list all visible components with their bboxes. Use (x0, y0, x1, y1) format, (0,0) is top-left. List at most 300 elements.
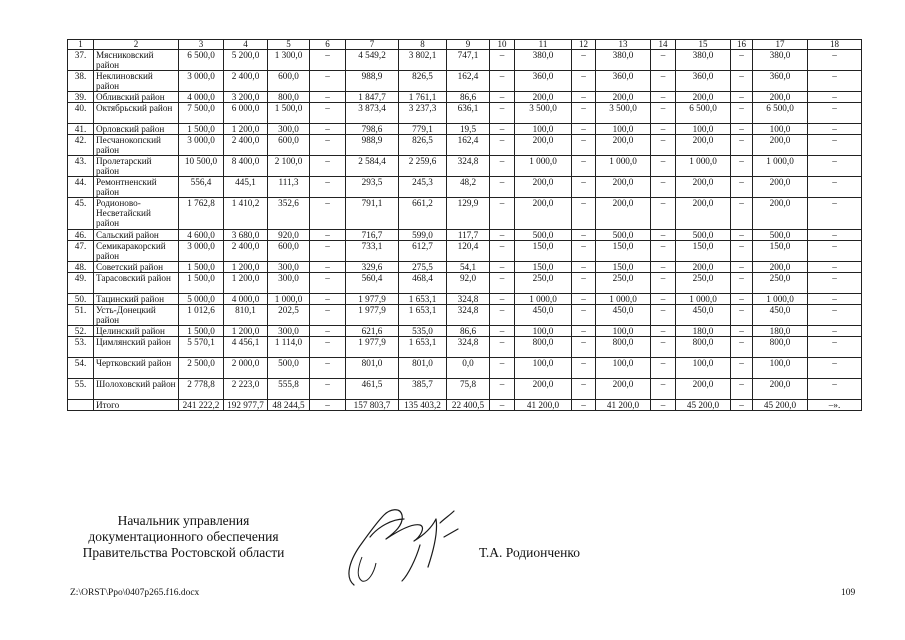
signature-title-line-1: Начальник управления (117, 513, 250, 528)
value-cell: 19,5 (447, 124, 490, 135)
value-cell: – (731, 124, 753, 135)
table-row (68, 135, 862, 156)
column-number-cell: 17 (753, 40, 808, 50)
value-cell: 200,0 (596, 198, 651, 230)
value-cell: – (651, 262, 676, 273)
value-cell: 1 761,1 (399, 92, 447, 103)
value-cell: 100,0 (515, 326, 572, 337)
value-cell: 6 500,0 (676, 103, 731, 124)
value-cell: 500,0 (268, 358, 310, 379)
value-cell: – (808, 71, 862, 92)
value-cell: 636,1 (447, 103, 490, 124)
value-cell: 200,0 (676, 379, 731, 400)
value-cell: 500,0 (676, 230, 731, 241)
value-cell: 2 400,0 (224, 135, 268, 156)
column-number-cell: 3 (179, 40, 224, 50)
value-cell: 180,0 (753, 326, 808, 337)
row-number-cell: 54. (68, 358, 94, 379)
signature-title-line-3: Правительства Ростовской области (82, 545, 285, 560)
value-cell: – (572, 294, 596, 305)
value-cell: 380,0 (515, 50, 572, 71)
value-cell: 150,0 (753, 241, 808, 262)
value-cell: 48,2 (447, 177, 490, 198)
value-cell: 1 000,0 (676, 156, 731, 177)
value-cell: 111,3 (268, 177, 310, 198)
table-row (68, 230, 862, 241)
value-cell: 1 200,0 (224, 124, 268, 135)
value-cell: 621,6 (346, 326, 399, 337)
value-cell: 1 653,1 (399, 337, 447, 358)
value-cell: 22 400,5 (447, 400, 490, 411)
value-cell: 200,0 (596, 379, 651, 400)
value-cell: 300,0 (268, 273, 310, 294)
value-cell: – (572, 305, 596, 326)
value-cell: 468,4 (399, 273, 447, 294)
district-name-cell: Чертковский район (94, 358, 179, 379)
value-cell: 1 410,2 (224, 198, 268, 230)
value-cell: 200,0 (515, 379, 572, 400)
value-cell: 1 977,9 (346, 305, 399, 326)
value-cell: – (572, 50, 596, 71)
value-cell: 3 000,0 (179, 71, 224, 92)
district-name-cell: Родионово-Несветайский район (94, 198, 179, 230)
district-name-cell: Орловский район (94, 124, 179, 135)
value-cell: – (310, 337, 346, 358)
column-number-cell: 10 (490, 40, 515, 50)
column-number-cell: 18 (808, 40, 862, 50)
row-number-cell: 41. (68, 124, 94, 135)
value-cell: – (310, 198, 346, 230)
value-cell: – (490, 379, 515, 400)
value-cell: – (651, 135, 676, 156)
value-cell: – (310, 156, 346, 177)
value-cell: 1 847,7 (346, 92, 399, 103)
value-cell: – (808, 358, 862, 379)
value-cell: – (808, 262, 862, 273)
value-cell: – (731, 358, 753, 379)
value-cell: 150,0 (596, 262, 651, 273)
value-cell: 1 300,0 (268, 50, 310, 71)
value-cell: – (731, 92, 753, 103)
value-cell: – (731, 337, 753, 358)
value-cell: 826,5 (399, 135, 447, 156)
value-cell: – (808, 326, 862, 337)
value-cell: 5 000,0 (179, 294, 224, 305)
value-cell: 600,0 (268, 135, 310, 156)
value-cell: – (490, 124, 515, 135)
value-cell: – (731, 230, 753, 241)
district-name-cell: Семикаракорский район (94, 241, 179, 262)
value-cell: – (808, 337, 862, 358)
value-cell: 100,0 (753, 124, 808, 135)
value-cell: 8 400,0 (224, 156, 268, 177)
value-cell: – (808, 273, 862, 294)
value-cell: 920,0 (268, 230, 310, 241)
value-cell: – (808, 305, 862, 326)
value-cell: 352,6 (268, 198, 310, 230)
column-number-cell: 2 (94, 40, 179, 50)
value-cell: 800,0 (268, 92, 310, 103)
district-name-cell: Мясниковский район (94, 50, 179, 71)
value-cell: – (572, 156, 596, 177)
value-cell: 162,4 (447, 135, 490, 156)
value-cell: 117,7 (447, 230, 490, 241)
column-number-cell: 5 (268, 40, 310, 50)
district-name-cell: Обливский район (94, 92, 179, 103)
column-number-cell: 11 (515, 40, 572, 50)
value-cell: 2 778,8 (179, 379, 224, 400)
value-cell: 200,0 (676, 198, 731, 230)
value-cell: – (572, 92, 596, 103)
value-cell: 100,0 (676, 124, 731, 135)
value-cell: – (572, 230, 596, 241)
value-cell: – (490, 230, 515, 241)
value-cell: – (490, 273, 515, 294)
value-cell: 445,1 (224, 177, 268, 198)
value-cell: 1 653,1 (399, 305, 447, 326)
value-cell: – (651, 400, 676, 411)
value-cell: – (310, 241, 346, 262)
value-cell: – (808, 124, 862, 135)
value-cell: 120,4 (447, 241, 490, 262)
value-cell: – (651, 337, 676, 358)
row-number-cell: 39. (68, 92, 94, 103)
value-cell: 1 000,0 (753, 156, 808, 177)
value-cell: 4 549,2 (346, 50, 399, 71)
value-cell: 200,0 (515, 198, 572, 230)
value-cell: 988,9 (346, 71, 399, 92)
value-cell: 600,0 (268, 241, 310, 262)
value-cell: 200,0 (515, 135, 572, 156)
value-cell: – (651, 230, 676, 241)
value-cell: – (572, 177, 596, 198)
value-cell: – (310, 326, 346, 337)
value-cell: – (572, 326, 596, 337)
value-cell: –». (808, 400, 862, 411)
row-number-cell: 52. (68, 326, 94, 337)
district-name-cell: Итого (94, 400, 179, 411)
value-cell: 380,0 (676, 50, 731, 71)
value-cell: – (731, 305, 753, 326)
table-row (68, 305, 862, 326)
value-cell: – (731, 177, 753, 198)
value-cell: 810,1 (224, 305, 268, 326)
handwritten-signature-icon (340, 497, 460, 592)
value-cell: – (731, 262, 753, 273)
value-cell: 556,4 (179, 177, 224, 198)
table-row (68, 273, 862, 294)
value-cell: 293,5 (346, 177, 399, 198)
table-row (68, 103, 862, 124)
value-cell: – (731, 241, 753, 262)
value-cell: 100,0 (515, 124, 572, 135)
value-cell: – (731, 379, 753, 400)
value-cell: 1 012,6 (179, 305, 224, 326)
value-cell: – (572, 198, 596, 230)
district-name-cell: Советский район (94, 262, 179, 273)
value-cell: – (490, 337, 515, 358)
value-cell: – (490, 103, 515, 124)
value-cell: 1 000,0 (268, 294, 310, 305)
value-cell: 1 000,0 (596, 294, 651, 305)
value-cell: – (572, 379, 596, 400)
value-cell: 180,0 (676, 326, 731, 337)
value-cell: 100,0 (596, 358, 651, 379)
value-cell: – (731, 294, 753, 305)
value-cell: 2 259,6 (399, 156, 447, 177)
value-cell: 250,0 (515, 273, 572, 294)
value-cell: 2 584,4 (346, 156, 399, 177)
district-name-cell: Пролетарский район (94, 156, 179, 177)
district-name-cell: Песчанокопский район (94, 135, 179, 156)
table-row (68, 71, 862, 92)
value-cell: – (310, 294, 346, 305)
value-cell: 100,0 (515, 358, 572, 379)
value-cell: – (808, 198, 862, 230)
value-cell: 450,0 (753, 305, 808, 326)
value-cell: – (572, 400, 596, 411)
value-cell: 988,9 (346, 135, 399, 156)
value-cell: 380,0 (596, 50, 651, 71)
district-name-cell: Шолоховский район (94, 379, 179, 400)
table-row (68, 337, 862, 358)
value-cell: 4 600,0 (179, 230, 224, 241)
value-cell: – (310, 177, 346, 198)
value-cell: 300,0 (268, 262, 310, 273)
value-cell: – (572, 71, 596, 92)
row-number-cell: 49. (68, 273, 94, 294)
value-cell: 500,0 (596, 230, 651, 241)
value-cell: – (490, 262, 515, 273)
value-cell: 3 802,1 (399, 50, 447, 71)
row-number-cell: 43. (68, 156, 94, 177)
value-cell: 41 200,0 (515, 400, 572, 411)
row-number-cell: 44. (68, 177, 94, 198)
column-number-cell: 6 (310, 40, 346, 50)
value-cell: 200,0 (676, 262, 731, 273)
value-cell: – (572, 103, 596, 124)
row-number-cell: 37. (68, 50, 94, 71)
value-cell: 6 000,0 (224, 103, 268, 124)
value-cell: 560,4 (346, 273, 399, 294)
row-number-cell: 46. (68, 230, 94, 241)
value-cell: – (310, 124, 346, 135)
value-cell: 450,0 (676, 305, 731, 326)
value-cell: 4 000,0 (224, 294, 268, 305)
district-name-cell: Ремонтненский район (94, 177, 179, 198)
value-cell: – (572, 124, 596, 135)
value-cell: 4 456,1 (224, 337, 268, 358)
value-cell: 360,0 (596, 71, 651, 92)
value-cell: 250,0 (676, 273, 731, 294)
value-cell: 6 500,0 (753, 103, 808, 124)
value-cell: – (651, 103, 676, 124)
value-cell: 1 000,0 (753, 294, 808, 305)
value-cell: – (310, 400, 346, 411)
value-cell: – (651, 273, 676, 294)
value-cell: 7 500,0 (179, 103, 224, 124)
value-cell: 450,0 (596, 305, 651, 326)
value-cell: 600,0 (268, 71, 310, 92)
column-number-cell: 1 (68, 40, 94, 50)
value-cell: – (651, 71, 676, 92)
column-number-cell: 13 (596, 40, 651, 50)
value-cell: 324,8 (447, 337, 490, 358)
value-cell: – (490, 92, 515, 103)
row-number-cell: 50. (68, 294, 94, 305)
column-number-cell: 12 (572, 40, 596, 50)
file-path: Z:\ORST\Ppo\0407p265.f16.docx (70, 588, 200, 598)
value-cell: 45 200,0 (753, 400, 808, 411)
value-cell: 5 200,0 (224, 50, 268, 71)
value-cell: 3 873,4 (346, 103, 399, 124)
value-cell: 200,0 (676, 177, 731, 198)
value-cell: – (808, 294, 862, 305)
value-cell: 1 500,0 (179, 124, 224, 135)
value-cell: 1 500,0 (179, 262, 224, 273)
value-cell: 1 500,0 (268, 103, 310, 124)
value-cell: – (651, 198, 676, 230)
value-cell: 3 000,0 (179, 241, 224, 262)
column-number-cell: 16 (731, 40, 753, 50)
value-cell: 200,0 (753, 198, 808, 230)
district-name-cell: Тарасовский район (94, 273, 179, 294)
value-cell: – (572, 262, 596, 273)
table-header-row (68, 40, 862, 50)
value-cell: 747,1 (447, 50, 490, 71)
value-cell: 150,0 (515, 241, 572, 262)
value-cell: 100,0 (596, 124, 651, 135)
table-body (68, 40, 862, 411)
column-number-cell: 8 (399, 40, 447, 50)
value-cell: – (572, 358, 596, 379)
value-cell: – (808, 103, 862, 124)
value-cell: 3 200,0 (224, 92, 268, 103)
table-row (68, 92, 862, 103)
value-cell: 500,0 (753, 230, 808, 241)
value-cell: 162,4 (447, 71, 490, 92)
value-cell: – (651, 326, 676, 337)
table-row (68, 358, 862, 379)
value-cell: – (572, 241, 596, 262)
value-cell: 1 500,0 (179, 273, 224, 294)
value-cell: – (808, 50, 862, 71)
value-cell: – (731, 400, 753, 411)
value-cell: 200,0 (596, 135, 651, 156)
value-cell: 1 200,0 (224, 262, 268, 273)
value-cell: – (490, 358, 515, 379)
value-cell: 200,0 (515, 177, 572, 198)
value-cell: – (731, 198, 753, 230)
value-cell: 86,6 (447, 92, 490, 103)
value-cell: – (731, 135, 753, 156)
value-cell: 500,0 (515, 230, 572, 241)
row-number-cell: 47. (68, 241, 94, 262)
value-cell: – (490, 241, 515, 262)
value-cell: – (310, 305, 346, 326)
value-cell: 100,0 (596, 326, 651, 337)
value-cell: – (731, 273, 753, 294)
value-cell: 599,0 (399, 230, 447, 241)
value-cell: 798,6 (346, 124, 399, 135)
value-cell: 661,2 (399, 198, 447, 230)
value-cell: 200,0 (753, 379, 808, 400)
district-name-cell: Целинский район (94, 326, 179, 337)
value-cell: 360,0 (753, 71, 808, 92)
value-cell: 75,8 (447, 379, 490, 400)
value-cell: 800,0 (596, 337, 651, 358)
value-cell: – (310, 379, 346, 400)
value-cell: – (310, 273, 346, 294)
value-cell: 10 500,0 (179, 156, 224, 177)
value-cell: 150,0 (596, 241, 651, 262)
value-cell: 92,0 (447, 273, 490, 294)
value-cell: 2 100,0 (268, 156, 310, 177)
value-cell: 150,0 (515, 262, 572, 273)
value-cell: 2 400,0 (224, 241, 268, 262)
value-cell: 733,1 (346, 241, 399, 262)
row-number-cell: 55. (68, 379, 94, 400)
value-cell: – (310, 135, 346, 156)
value-cell: 1 114,0 (268, 337, 310, 358)
table-total-row (68, 400, 862, 411)
value-cell: 324,8 (447, 305, 490, 326)
value-cell: – (731, 326, 753, 337)
value-cell: 1 000,0 (676, 294, 731, 305)
value-cell: 86,6 (447, 326, 490, 337)
value-cell: 612,7 (399, 241, 447, 262)
value-cell: 150,0 (676, 241, 731, 262)
value-cell: 200,0 (753, 177, 808, 198)
value-cell: – (651, 241, 676, 262)
value-cell: – (731, 103, 753, 124)
value-cell: 2 500,0 (179, 358, 224, 379)
value-cell: 41 200,0 (596, 400, 651, 411)
value-cell: 0,0 (447, 358, 490, 379)
table-row (68, 326, 862, 337)
value-cell: 360,0 (515, 71, 572, 92)
value-cell: – (490, 135, 515, 156)
value-cell: – (651, 92, 676, 103)
value-cell: 2 223,0 (224, 379, 268, 400)
budget-table (67, 39, 862, 411)
value-cell: – (808, 379, 862, 400)
row-number-cell: 40. (68, 103, 94, 124)
value-cell: – (310, 92, 346, 103)
value-cell: 250,0 (596, 273, 651, 294)
value-cell: 2 000,0 (224, 358, 268, 379)
value-cell: – (808, 156, 862, 177)
value-cell: – (490, 198, 515, 230)
value-cell: 250,0 (753, 273, 808, 294)
value-cell: 1 000,0 (596, 156, 651, 177)
value-cell: – (490, 305, 515, 326)
table-row (68, 124, 862, 135)
value-cell: – (572, 337, 596, 358)
value-cell: 192 977,7 (224, 400, 268, 411)
table-row (68, 198, 862, 230)
value-cell: 800,0 (515, 337, 572, 358)
value-cell: – (310, 262, 346, 273)
value-cell: 3 500,0 (515, 103, 572, 124)
value-cell: – (731, 156, 753, 177)
value-cell: 2 400,0 (224, 71, 268, 92)
value-cell: 1 977,9 (346, 294, 399, 305)
value-cell: 6 500,0 (179, 50, 224, 71)
value-cell: – (490, 50, 515, 71)
value-cell: – (572, 135, 596, 156)
value-cell: 800,0 (753, 337, 808, 358)
